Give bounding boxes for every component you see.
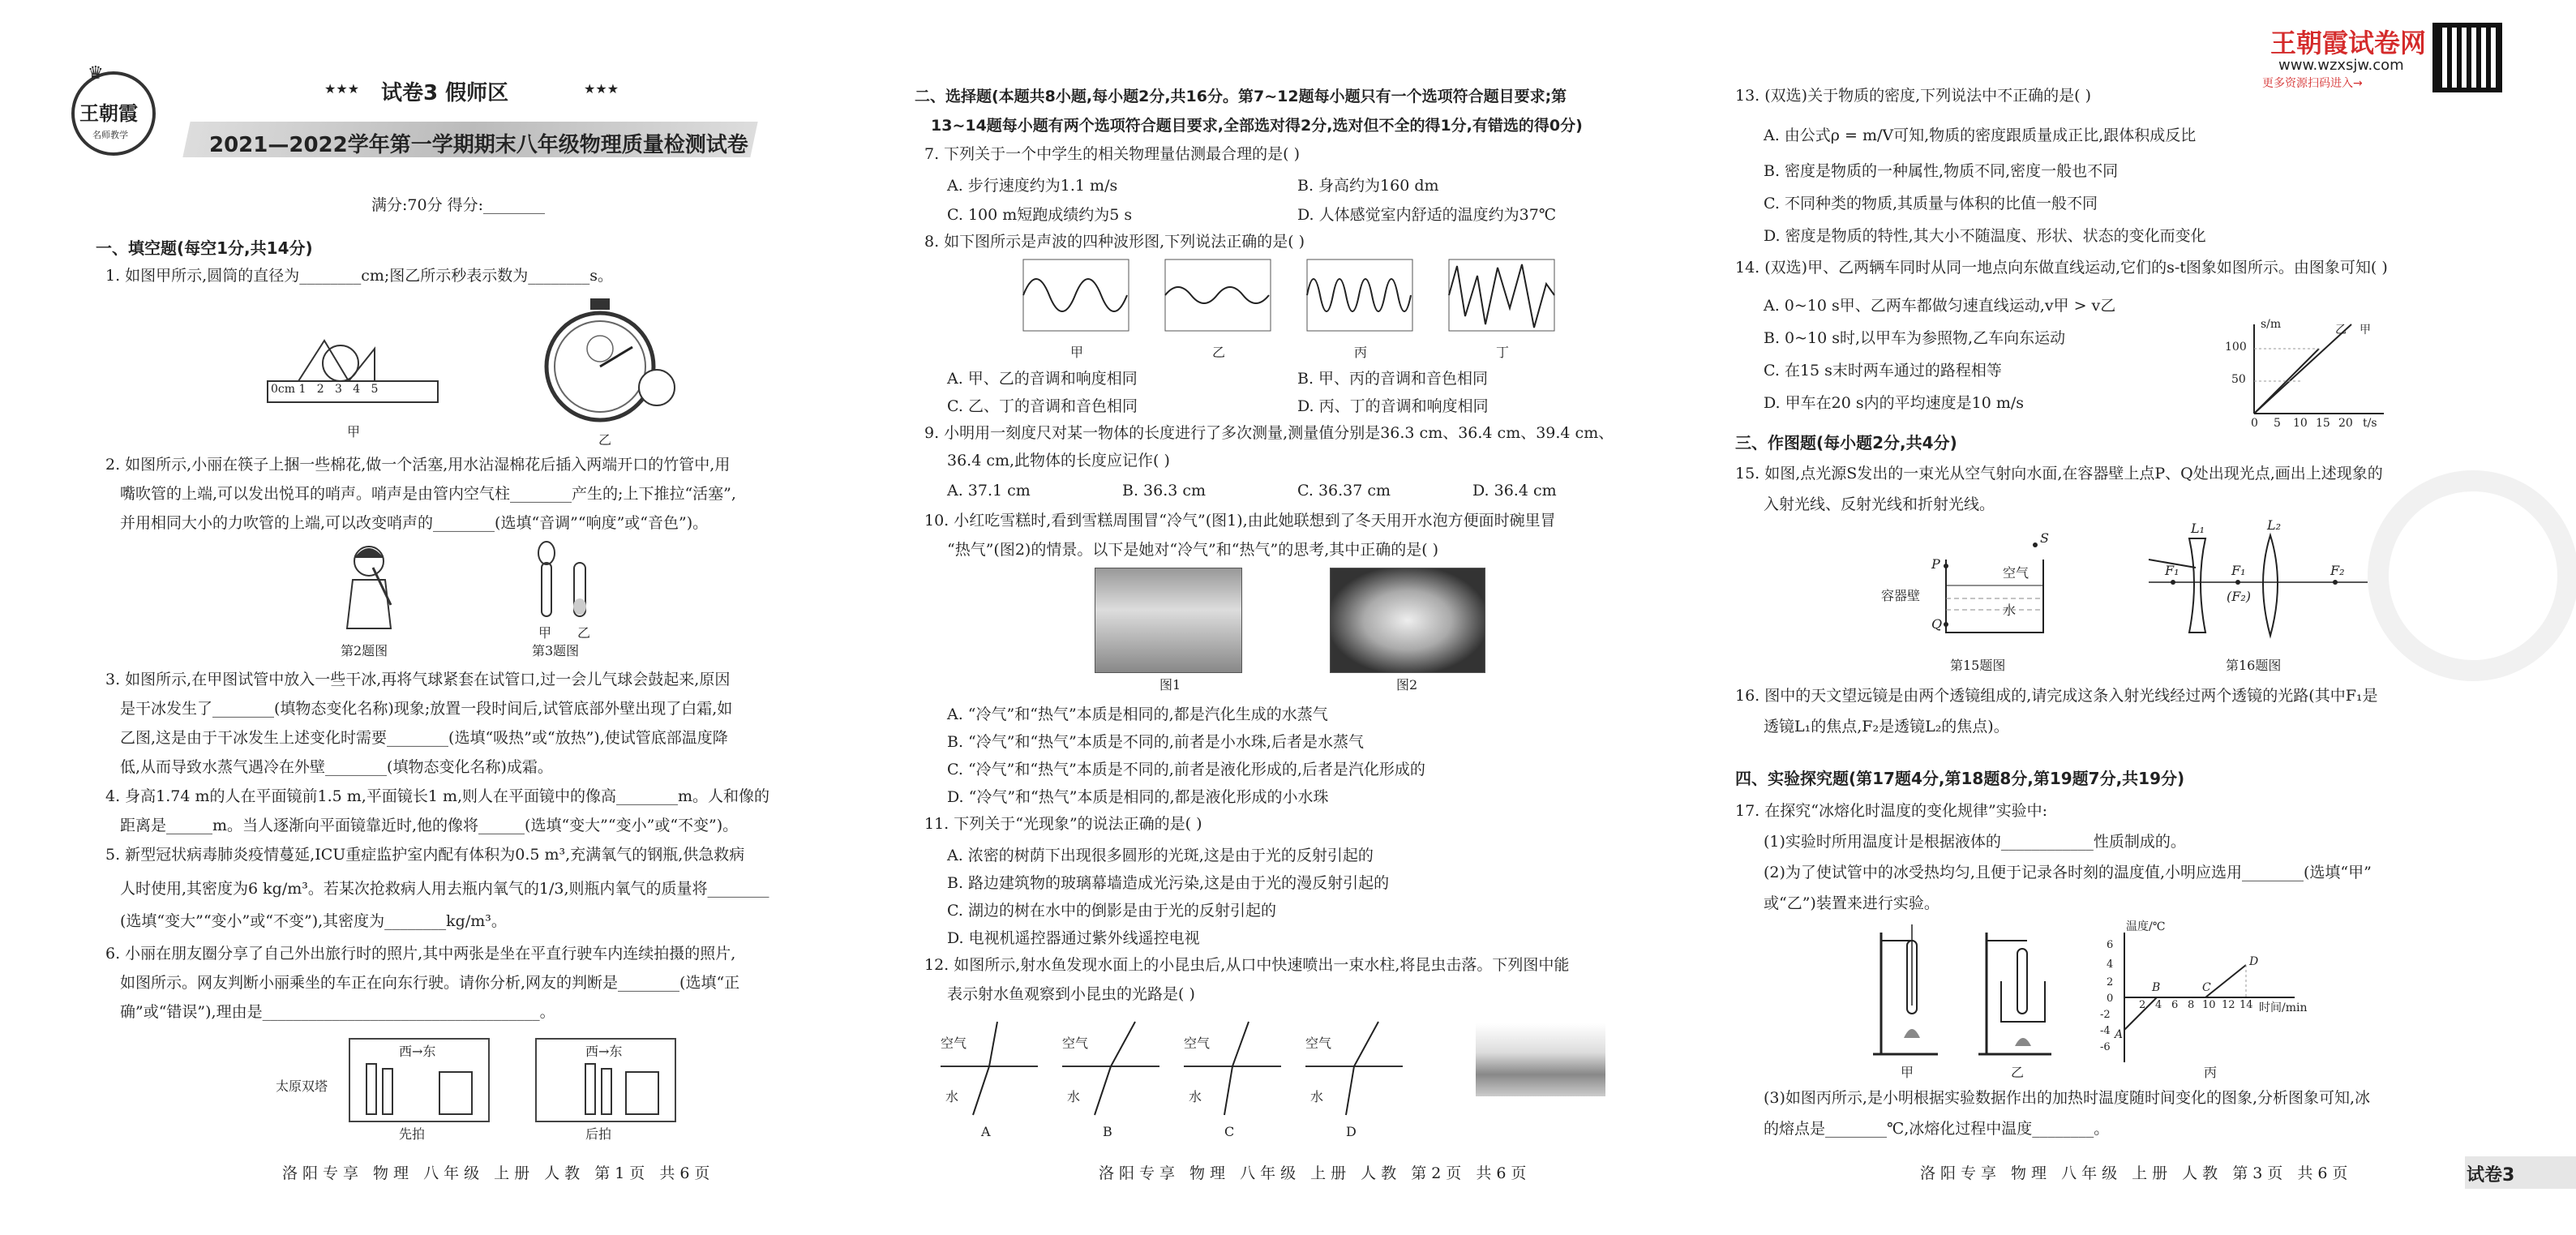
stopwatch-figure xyxy=(535,298,673,428)
q8-option-c: C. 乙、丁的音调和音色相同 xyxy=(947,397,1138,415)
section-2-heading-1: 二、选择题(本题共8小题,每小题2分,共16分。第7~12题每小题只有一个选项符合题目要求;第 xyxy=(915,88,1567,105)
q10-line-1: 10. 小红吃雪糕时,看到雪糕周围冒“冷气”(图1),由此她联想到了冬天用开水泡方便面时碗里冒 xyxy=(924,512,1556,530)
q11-option-c: C. 湖边的树在水中的倒影是由于光的反射引起的 xyxy=(947,902,1276,920)
wave-bing xyxy=(1307,279,1411,311)
q7-option-b: B. 身高约为160 dm xyxy=(1297,177,1439,195)
q10-option-b: B. “冷气”和“热气”本质是不同的,前者是小水珠,后者是水蒸气 xyxy=(947,733,1364,751)
q16-svg xyxy=(2149,527,2368,649)
q14-xtick-20: 20 xyxy=(2338,417,2353,430)
q6-line-3: 确”或“错误”),理由是____________________________________。 xyxy=(120,1003,555,1021)
crown-icon: ♛ xyxy=(88,63,104,84)
q12-diagram-d xyxy=(1305,1022,1403,1119)
header-stars-right: ★★★ xyxy=(584,81,619,96)
q2-line-1: 2. 如图所示,小丽在筷子上捆一些棉花,做一个活塞,用水沾湿棉花后插入两端开口的竹管中,用 xyxy=(105,456,731,474)
q3-caption-yi: 乙 xyxy=(577,625,591,641)
temp-xtick-12: 12 xyxy=(2222,999,2235,1011)
q9-line-1: 9. 小明用一刻度尺对某一物体的长度进行了多次测量,测量值分别是36.3 cm、36.4 cm、39.4 cm、 xyxy=(924,424,1614,442)
girl-svg xyxy=(341,543,397,633)
brand-slogan: 更多资源扫码进入→ xyxy=(2262,77,2363,90)
q12-water-a: 水 xyxy=(945,1089,959,1104)
q8-option-b: B. 甲、丙的音调和音色相同 xyxy=(1297,370,1489,388)
q14-xtick-10: 10 xyxy=(2293,417,2308,430)
q9-option-b: B. 36.3 cm xyxy=(1122,482,1207,500)
q12-svg-c xyxy=(1184,1022,1281,1119)
brand-url: www.wzxsjw.com xyxy=(2278,57,2404,74)
temp-ytick-neg4: -4 xyxy=(2100,1025,2111,1037)
q6-tower-label: 太原双塔 xyxy=(276,1078,328,1094)
temp-xtick-8: 8 xyxy=(2188,999,2195,1011)
q17-apparatus-jia xyxy=(1865,924,1946,1062)
q17-part-2-line-2: 或“乙”)装置来进行实验。 xyxy=(1764,894,1940,912)
q10-option-c: C. “冷气”和“热气”本质是不同的,前者是液化形成的,后者是汽化形成的 xyxy=(947,761,1425,778)
q17-text: 17. 在探究“冰熔化时温度的变化规律”实验中: xyxy=(1735,802,2048,820)
q10-caption-2: 图2 xyxy=(1396,677,1418,693)
brand-name: 王朝霞试卷网 xyxy=(2270,28,2427,58)
paper-title: 2021—2022学年第一学期期末八年级物理质量检测试卷 xyxy=(209,133,748,157)
q14-option-c: C. 在15 s末时两车通过的路程相等 xyxy=(1764,362,2002,380)
q12-svg-d xyxy=(1305,1022,1403,1119)
ruler-svg xyxy=(268,308,438,422)
q16-label-f1-left: F₁ xyxy=(2165,563,2180,578)
q14-option-a: A. 0~10 s甲、乙两车都做匀速直线运动,v甲 > v乙 xyxy=(1764,297,2116,315)
corner-label: 试卷3 xyxy=(2467,1165,2515,1186)
q16-line-2: 透镜L₁的焦点,F₂是透镜L₂的焦点)。 xyxy=(1764,718,2009,735)
q8-waveforms xyxy=(1023,259,1542,341)
q17-part-3-line-1: (3)如图丙所示,是小明根据实验数据作出的加热时温度随时间变化的图象,分析图象可知,冰 xyxy=(1764,1089,2371,1107)
q12-water-c: 水 xyxy=(1189,1089,1202,1104)
q5-line-2: 人时使用,其密度为6 kg/m³。若某次抢救病人用去瓶内氧气的1/3,则瓶内氧气的质量将________ xyxy=(120,880,769,898)
q12-air-b: 空气 xyxy=(1062,1036,1089,1051)
archer-fish-photo xyxy=(1476,1023,1605,1096)
footer-page-2: 洛阳专享 物理 八年级 上册 人教 第2页 共6页 xyxy=(1099,1164,1532,1182)
seal-watermark xyxy=(2368,470,2576,681)
q15-label-p: P xyxy=(1931,556,1940,572)
q12-air-c: 空气 xyxy=(1184,1036,1211,1051)
temp-ylabel: 温度/℃ xyxy=(2126,920,2166,933)
q6-photo-first xyxy=(349,1038,490,1122)
q16-label-f2: F₂ xyxy=(2330,563,2345,578)
q6-direction-b: 西→东 xyxy=(585,1044,623,1059)
q13-option-b: B. 密度是物质的一种属性,物质不同,密度一般也不同 xyxy=(1764,162,2119,180)
q12-air-a: 空气 xyxy=(941,1036,967,1051)
q13-option-a: A. 由公式ρ = m/V可知,物质的密度跟质量成正比,跟体积成反比 xyxy=(1764,127,2197,144)
q14-ylabel: s/m xyxy=(2261,318,2282,331)
q11-option-d: D. 电视机遥控器通过紫外线遥控电视 xyxy=(947,929,1200,947)
q6-photo-second xyxy=(535,1038,676,1122)
girl-figure xyxy=(341,543,397,633)
q16-label-l2: L₂ xyxy=(2267,517,2282,533)
q14-line-label-yi: 乙 xyxy=(2335,324,2347,337)
q6-caption-first: 先拍 xyxy=(399,1126,426,1142)
qr-code-icon xyxy=(2432,23,2502,92)
q16-label-l1: L₁ xyxy=(2191,521,2205,536)
q16-label-f1-right: F₁ xyxy=(2231,563,2246,578)
q6-towers-a xyxy=(350,1040,488,1121)
q9-option-d: D. 36.4 cm xyxy=(1472,482,1557,500)
q9-option-a: A. 37.1 cm xyxy=(947,482,1031,500)
q13-option-c: C. 不同种类的物质,其质量与体积的比值一般不同 xyxy=(1764,195,2098,212)
q2-line-2: 嘴吹管的上端,可以发出悦耳的哨声。哨声是由管内空气柱________产生的;上下推拉“活塞”, xyxy=(120,485,736,503)
q14-option-d: D. 甲车在20 s内的平均速度是10 m/s xyxy=(1764,394,2024,412)
temp-xtick-4: 4 xyxy=(2155,999,2162,1011)
q14-ytick-50: 50 xyxy=(2231,373,2246,386)
q8-text: 8. 如下图所示是声波的四种波形图,下列说法正确的是( ) xyxy=(924,233,1305,251)
q8-caption-yi: 乙 xyxy=(1212,345,1226,360)
q15-label-water: 水 xyxy=(2003,602,2017,618)
q16-line-1: 16. 图中的天文望远镜是由两个透镜组成的,请完成这条入射光线经过两个透镜的光路(其中F₁是 xyxy=(1735,687,2378,705)
q12-svg-a xyxy=(941,1022,1038,1119)
badge-sub: 名师教学 xyxy=(92,130,128,140)
q14-xtick-15: 15 xyxy=(2316,417,2330,430)
temp-point-c: C xyxy=(2202,981,2211,994)
q14-text: 14. (双选)甲、乙两辆车同时从同一地点向东做直线运动,它们的s-t图象如图所示。由图象可知( ) xyxy=(1735,259,2388,277)
q15-line-2: 入射光线、反射光线和折射光线。 xyxy=(1764,495,1995,513)
q7-text: 7. 下列关于一个中学生的相关物理量估测最合理的是( ) xyxy=(924,145,1301,163)
q12-caption-c: C xyxy=(1224,1124,1235,1139)
q10-caption-1: 图1 xyxy=(1159,677,1181,693)
apparatus-yi-svg xyxy=(1970,924,2060,1062)
q3-line-1: 3. 如图所示,在甲图试管中放入一些干冰,再将气球紧套在试管口,过一会儿气球会鼓起来,原因 xyxy=(105,671,731,688)
q16-figure xyxy=(2149,517,2368,649)
noodle-photo xyxy=(1330,568,1485,673)
q8-caption-bing: 丙 xyxy=(1354,345,1368,360)
q3-caption-jia: 甲 xyxy=(538,625,552,641)
q12-line-1: 12. 如图所示,射水鱼发现水面上的小昆虫后,从口中快速喷出一束水柱,将昆虫击落。下列图中能 xyxy=(924,956,1570,974)
q8-option-a: A. 甲、乙的音调和响度相同 xyxy=(947,370,1138,388)
footer-page-3: 洛阳专享 物理 八年级 上册 人教 第3页 共6页 xyxy=(1920,1164,2353,1182)
q12-diagram-a xyxy=(941,1022,1038,1119)
q15-line-1: 15. 如图,点光源S发出的一束光从空气射向水面,在容器壁上点P、Q处出现光点,画出上述现象的 xyxy=(1735,465,2383,482)
q17-caption-bing: 丙 xyxy=(2204,1065,2218,1080)
q1-ruler-figure xyxy=(268,308,438,422)
q6-line-2: 如图所示。网友判断小丽乘坐的车正在向东行驶。请你分析,网友的判断是________(选填“正 xyxy=(120,974,740,992)
q12-water-d: 水 xyxy=(1310,1089,1324,1104)
q12-caption-a: A xyxy=(981,1124,991,1139)
q15-label-q: Q xyxy=(1931,616,1943,632)
q14-ytick-100: 100 xyxy=(2225,341,2247,354)
q7-option-c: C. 100 m短跑成绩约为5 s xyxy=(947,206,1133,224)
q2-line-3: 并用相同大小的力吹管的上端,可以改变哨声的________(选填“音调”“响度”或“音色”)。 xyxy=(120,514,709,532)
exam-label: 试卷3 假师区 xyxy=(381,81,509,105)
q10-line-2: “热气”(图2)的情景。以下是她对“冷气”和“热气”的思考,其中正确的是( ) xyxy=(947,541,1439,559)
q4-line-1: 4. 身高1.74 m的人在平面镜前1.5 m,平面镜长1 m,则人在平面镜中的像高________m。人和像的 xyxy=(105,787,770,805)
temp-xtick-10: 10 xyxy=(2202,999,2216,1011)
q9-line-2: 36.4 cm,此物体的长度应记作( ) xyxy=(947,452,1170,470)
q9-option-c: C. 36.37 cm xyxy=(1297,482,1391,500)
q13-option-d: D. 密度是物质的特性,其大小不随温度、形状、状态的变化而变化 xyxy=(1764,227,2206,245)
q7-option-d: D. 人体感觉室内舒适的温度约为37℃ xyxy=(1297,206,1557,224)
q15-label-s: S xyxy=(2040,530,2049,546)
q11-text: 11. 下列关于“光现象”的说法正确的是( ) xyxy=(924,815,1202,833)
q12-diagram-c xyxy=(1184,1022,1281,1119)
section-2-heading-2: 13~14题每小题有两个选项符合题目要求,全部选对得2分,选对但不全的得1分,有错选的得0分) xyxy=(931,117,1583,135)
q12-caption-b: B xyxy=(1103,1124,1112,1139)
q12-diagram-b xyxy=(1062,1022,1159,1119)
temp-ytick-6: 6 xyxy=(2107,939,2114,951)
q16-label-f2-paren: (F₂) xyxy=(2227,589,2251,604)
q5-line-3: (选填“变大”“变小”或“不变”),其密度为________kg/m³。 xyxy=(120,912,507,930)
q15-caption: 第15题图 xyxy=(1950,658,2006,673)
section-1-heading: 一、填空题(每空1分,共14分) xyxy=(96,238,313,258)
q12-water-b: 水 xyxy=(1067,1089,1081,1104)
q17-part-1: (1)实验时所用温度计是根据液体的____________性质制成的。 xyxy=(1764,833,2186,851)
temp-ytick-neg2: -2 xyxy=(2100,1009,2111,1021)
footer-page-1: 洛阳专享 物理 八年级 上册 人教 第1页 共6页 xyxy=(282,1164,715,1182)
q3-line-4: 低,从而导致水蒸气遇冷在外壁________(填物态变化名称)成霜。 xyxy=(120,758,553,776)
q13-text: 13. (双选)关于物质的密度,下列说法中不正确的是( ) xyxy=(1735,87,2091,105)
q8-option-d: D. 丙、丁的音调和响度相同 xyxy=(1297,397,1489,415)
q5-line-1: 5. 新型冠状病毒肺炎疫情蔓延,ICU重症监护室内配有体积为0.5 m³,充满氧气的钢瓶,供急救病 xyxy=(105,846,745,864)
score-line: 满分:70分 得分:________ xyxy=(371,196,546,214)
q11-option-b: B. 路边建筑物的玻璃幕墙造成光污染,这是由于光的漫反射引起的 xyxy=(947,874,1390,892)
temp-ytick-2: 2 xyxy=(2107,976,2114,988)
badge-text: 王朝霞 xyxy=(79,101,138,125)
q6-direction-a: 西→东 xyxy=(399,1044,436,1059)
q3-line-3: 乙图,这是由于干冰发生上述变化时需要________(选填“吸热”或“放热”),使试管底部温度降 xyxy=(120,729,728,747)
q6-towers-b xyxy=(537,1040,675,1121)
temp-point-d: D xyxy=(2249,955,2259,968)
q12-line-2: 表示射水鱼观察到小昆虫的光路是( ) xyxy=(947,985,1195,1003)
temp-xtick-2: 2 xyxy=(2139,999,2146,1011)
q15-label-wall: 容器壁 xyxy=(1881,588,1921,603)
q10-option-a: A. “冷气”和“热气”本质是相同的,都是汽化生成的水蒸气 xyxy=(947,705,1328,723)
q1-caption-b: 乙 xyxy=(598,432,612,448)
q11-option-a: A. 浓密的树荫下出现很多圆形的光斑,这是由于光的反射引起的 xyxy=(947,847,1374,864)
q7-option-a: A. 步行速度约为1.1 m/s xyxy=(947,177,1118,195)
wave-yi xyxy=(1165,287,1269,303)
q4-line-2: 距离是______m。当人逐渐向平面镜靠近时,他的像将______(选填“变大”“变小”或“不变”)。 xyxy=(120,817,739,834)
q15-figure xyxy=(1881,530,2068,649)
q10-option-d: D. “冷气”和“热气”本质是相同的,都是液化形成的小水珠 xyxy=(947,788,1329,806)
q2-caption: 第2题图 xyxy=(341,643,388,658)
brand-badge xyxy=(71,71,156,156)
q17-caption-jia: 甲 xyxy=(1901,1065,1914,1080)
stopwatch-svg xyxy=(535,298,673,428)
q6-line-1: 6. 小丽在朋友圈分享了自己外出旅行时的照片,其中两张是坐在平直行驶车内连续拍摄的照片, xyxy=(105,945,736,963)
q17-temperature-graph xyxy=(2100,920,2311,1062)
wave-jia xyxy=(1023,279,1127,311)
wave-ding xyxy=(1449,264,1554,328)
section-3-heading: 三、作图题(每小题2分,共4分) xyxy=(1735,433,1957,452)
section-4-heading: 四、实验探究题(第17题4分,第18题8分,第19题7分,共19分) xyxy=(1735,769,2185,788)
q3-caption: 第3题图 xyxy=(532,643,580,658)
q8-caption-ding: 丁 xyxy=(1496,345,1510,360)
temp-point-b: B xyxy=(2152,981,2161,994)
q6-caption-second: 后拍 xyxy=(585,1126,612,1142)
q14-option-b: B. 0~10 s时,以甲车为参照物,乙车向东运动 xyxy=(1764,329,2066,347)
header-stars-left: ★★★ xyxy=(324,81,360,96)
apparatus-jia-svg xyxy=(1865,924,1946,1062)
q14-xlabel: t/s xyxy=(2363,417,2377,430)
q17-caption-yi: 乙 xyxy=(2011,1065,2025,1080)
temp-ytick-4: 4 xyxy=(2107,958,2114,971)
q15-label-air: 空气 xyxy=(2003,565,2030,581)
q14-xtick-0: 0 xyxy=(2251,417,2258,430)
q3-line-2: 是干冰发生了________(填物态变化名称)现象;放置一段时间后,试管底部外壁出现了白霜,如 xyxy=(120,700,733,718)
q12-caption-d: D xyxy=(1346,1124,1357,1139)
q12-air-d: 空气 xyxy=(1305,1036,1332,1051)
q14-line-label-jia: 甲 xyxy=(2360,324,2371,337)
ice-cream-photo xyxy=(1095,568,1242,673)
test-tube-figure xyxy=(527,542,600,623)
temp-xtick-14: 14 xyxy=(2240,999,2253,1011)
q12-svg-b xyxy=(1062,1022,1159,1119)
temp-xtick-6: 6 xyxy=(2171,999,2179,1011)
q16-caption: 第16题图 xyxy=(2226,658,2282,673)
temp-xlabel: 时间/min xyxy=(2259,1001,2308,1014)
q17-part-2-line-1: (2)为了使试管中的冰受热均匀,且便于记录各时刻的温度值,小明应选用________(选填“甲” xyxy=(1764,864,2372,881)
tubes-svg xyxy=(527,542,600,623)
q8-caption-jia: 甲 xyxy=(1070,345,1084,360)
temp-ytick-0: 0 xyxy=(2107,993,2114,1005)
q14-st-graph xyxy=(2214,318,2392,438)
q1-caption-a: 甲 xyxy=(347,424,361,440)
ruler-ticks: 0cm 1 2 3 4 5 xyxy=(271,383,379,396)
q17-part-3-line-2: 的熔点是________℃,冰熔化过程中温度________。 xyxy=(1764,1120,2110,1138)
q1-text: 1. 如图甲所示,圆筒的直径为________cm;图乙所示秒表示数为________s。 xyxy=(105,267,614,285)
temp-point-a: A xyxy=(2115,1028,2124,1041)
temp-graph-svg xyxy=(2100,933,2311,1062)
temp-ytick-neg6: -6 xyxy=(2100,1041,2111,1053)
q17-apparatus-yi xyxy=(1970,924,2060,1062)
q14-xtick-5: 5 xyxy=(2274,417,2281,430)
